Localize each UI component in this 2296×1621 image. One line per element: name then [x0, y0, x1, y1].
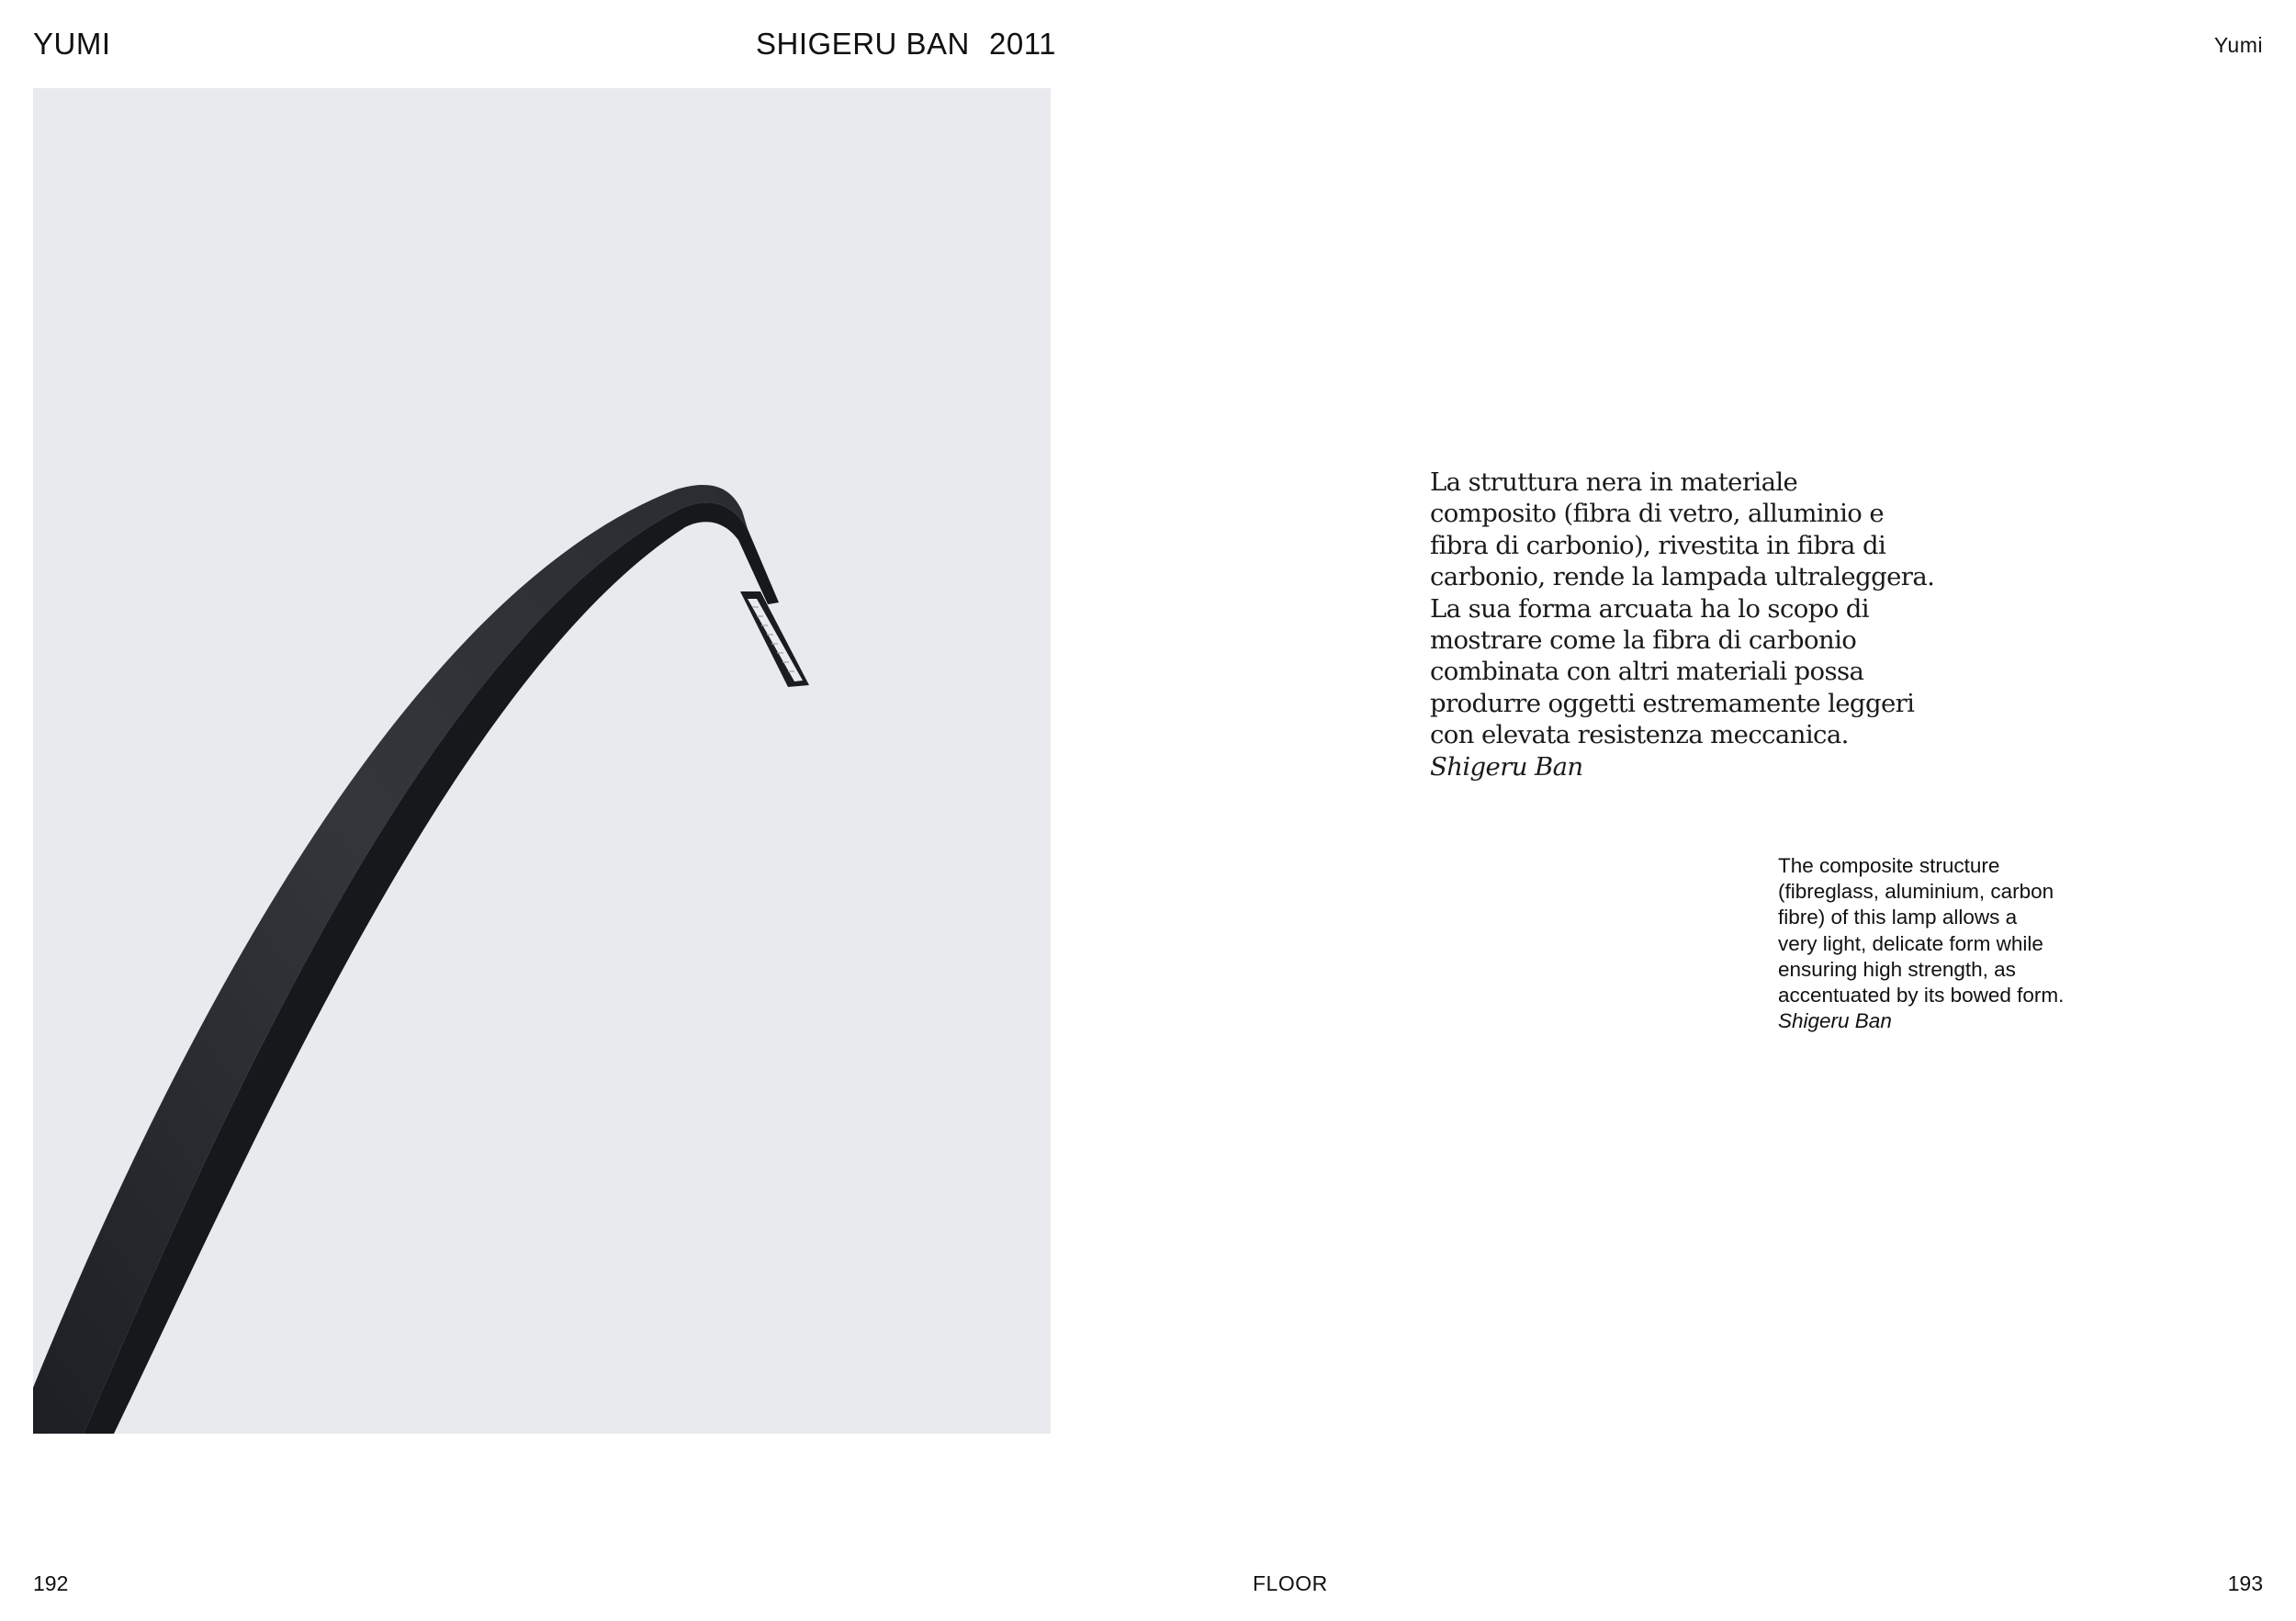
section-label: FLOOR — [1253, 1571, 1328, 1595]
italian-line: con elevata resistenza meccanica. — [1430, 720, 1849, 750]
led-strip — [748, 599, 803, 681]
italian-line: combinata con altri materiali possa — [1430, 657, 1864, 687]
right-page — [1148, 0, 2296, 1621]
italian-line: La sua forma arcuata ha lo scopo di — [1430, 593, 1870, 624]
italian-attribution: Shigeru Ban — [1430, 751, 1583, 782]
english-line: (fibreglass, aluminium, carbon — [1778, 880, 2054, 904]
lamp-arm-top-face — [33, 485, 748, 1434]
page-number: 193 — [2227, 1571, 2263, 1595]
english-description — [1778, 853, 2109, 1034]
italian-line: composito (fibra di vetro, alluminio e — [1430, 499, 1885, 529]
english-line: accentuated by its bowed form. — [1778, 984, 2065, 1007]
english-line: very light, delicate form while — [1778, 931, 2043, 955]
italian-line: carbonio, rende la lampada ultraleggera. — [1430, 562, 1935, 592]
designer-name: SHIGERU BAN — [756, 27, 970, 61]
italian-line: produrre oggetti estremamente leggeri — [1430, 688, 1915, 718]
lamp-photo — [33, 88, 1051, 1434]
italian-line: La struttura nera in materiale — [1430, 467, 1798, 497]
english-line: fibre) of this lamp allows a — [1778, 906, 2018, 929]
english-attribution: Shigeru Ban — [1778, 1009, 1892, 1033]
lamp-arm-side-face — [84, 502, 779, 1434]
english-line: ensuring high strength, as — [1778, 957, 2016, 981]
italian-line: fibra di carbonio), rivestita in fibra di — [1430, 530, 1886, 560]
page-number: 192 — [33, 1571, 69, 1595]
italian-description — [1430, 467, 1999, 782]
yumi-lamp-illustration — [33, 88, 1051, 1434]
english-line: The composite structure — [1778, 854, 2000, 877]
design-year: 2011 — [989, 27, 1056, 61]
product-name-running-head: Yumi — [2213, 33, 2263, 57]
product-name: YUMI — [33, 27, 111, 61]
italian-line: mostrare come la fibra di carbonio — [1430, 625, 1857, 656]
